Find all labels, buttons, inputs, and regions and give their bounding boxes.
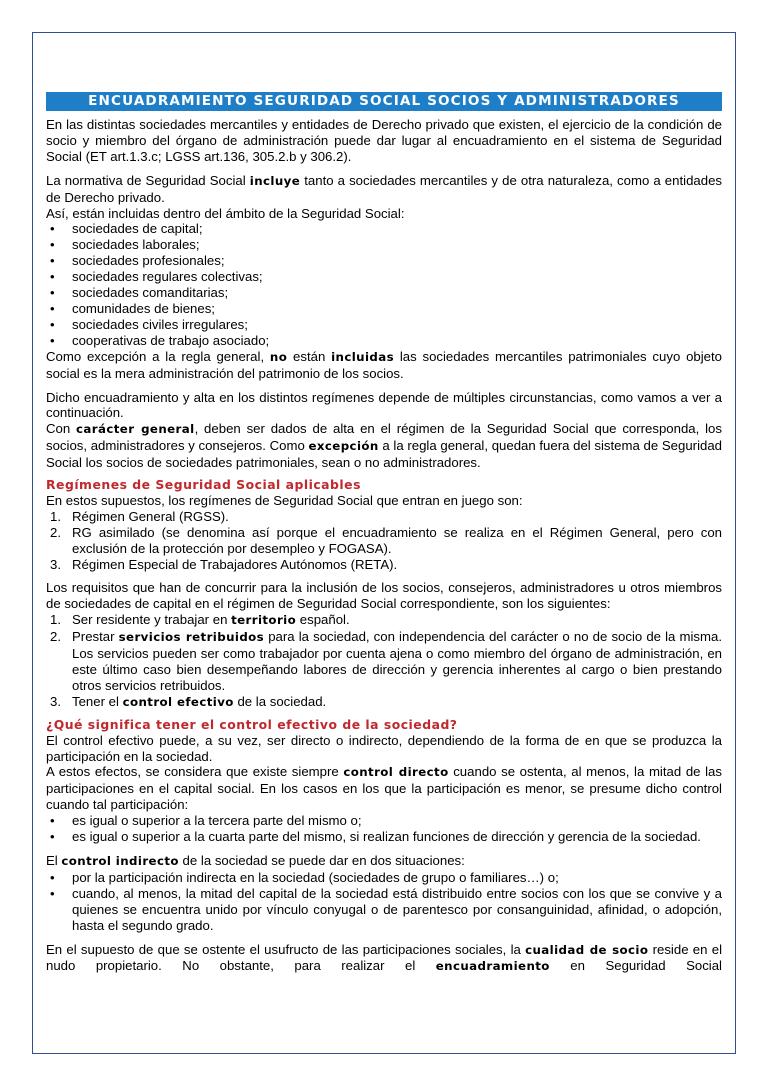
- list-item: • sociedades comanditarias;: [46, 285, 722, 301]
- scope-paragraph: La normativa de Seguridad Social incluye tanto a sociedades mercantiles y de otra naturaleza, como a entidades de Derecho privado.: [46, 172, 722, 205]
- control-heading: ¿Qué significa tener el control efectivo de la sociedad?: [46, 716, 458, 732]
- control-intro: El control efectivo puede, a su vez, ser directo o indirecto, dependiendo de la forma de en que se produzca la participación en la sociedad.: [46, 732, 722, 764]
- bold-text: incluye: [249, 173, 301, 188]
- list-item: 1. Régimen General (RGSS).: [50, 508, 229, 524]
- list-item: 3. Régimen Especial de Trabajadores Autónomos (RETA).: [50, 556, 398, 572]
- direct-control-paragraph: A estos efectos, se considera que existe siempre control directo cuando se ostenta, al menos, la mitad de las participaciones en el capital social. En los casos en los que la participación es menor, se presume dicho control cuando tal participación:: [46, 764, 722, 813]
- requirements-list: [46, 612, 722, 710]
- list-item: 3. Tener el control efectivo de la sociedad.: [50, 693, 327, 709]
- requirements-intro: Los requisitos que han de concurrir para la inclusión de los socios, consejeros, administradores u otros miembros de sociedades de capital en el régimen de Seguridad Social correspondiente, son los siguientes:: [46, 580, 722, 612]
- intro-paragraph: En las distintas sociedades mercantiles y entidades de Derecho privado que existen, el ejercicio de la condición de socio y miembro del órgano de administración puede dar lugar al encuadramiento en el sistema de Seguridad Social (ET art.1.3.c; LGSS art.136, 305.2.b y 306.2).: [46, 117, 722, 164]
- usufruct-paragraph: En el supuesto de que se ostente el usufructo de las participaciones sociales, la cualidad de socio reside en el nudo propietario. No obstante, para realizar el encuadramiento en Seguridad Social: [46, 941, 722, 974]
- list-item: • comunidades de bienes;: [46, 301, 722, 317]
- list-item: 2. RG asimilado (se denomina así porque el encuadramiento se realiza en el Régimen General, pero con exclusión de la protección por desempleo y FOGASA).: [50, 524, 722, 556]
- list-item: • cuando, al menos, la mitad del capital de la sociedad está distribuido entre socios con los que se convive y a quienes se encuentra unido por vínculo conyugal o de parentesco por consanguinidad, afinidad, o adopción, hasta el segundo grado.: [46, 886, 722, 934]
- document-body: [46, 92, 722, 975]
- list-item: • sociedades regulares colectivas;: [46, 269, 722, 285]
- list-item: • es igual o superior a la cuarta parte del mismo, si realizan funciones de dirección y gerencia de la sociedad.: [46, 829, 722, 845]
- regimes-heading: Regímenes de Seguridad Social aplicables: [46, 477, 361, 493]
- list-item: • por la participación indirecta en la sociedad (sociedades de grupo o familiares…) o;: [46, 870, 722, 886]
- list-item: • sociedades profesionales;: [46, 253, 722, 269]
- included-list: [46, 221, 722, 348]
- list-item: 1. Ser residente y trabajar en territorio español.: [50, 612, 350, 628]
- regimes-list: [46, 509, 722, 573]
- list-item: • cooperativas de trabajo asociado;: [46, 333, 722, 349]
- list-item: • es igual o superior a la tercera parte del mismo o;: [46, 813, 722, 829]
- list-item: • sociedades civiles irregulares;: [46, 317, 722, 333]
- page-title: ENCUADRAMIENTO SEGURIDAD SOCIAL SOCIOS Y ADMINISTRADORES: [46, 92, 722, 111]
- indirect-control-list: [46, 870, 722, 934]
- indirect-control-paragraph: El control indirecto de la sociedad se puede dar en dos situaciones:: [46, 852, 465, 868]
- list-item: • sociedades de capital;: [46, 221, 722, 237]
- regimes-intro: En estos supuestos, los regímenes de Seguridad Social que entran en juego son:: [46, 492, 523, 508]
- included-intro: Así, están incluidas dentro del ámbito de la Seguridad Social:: [46, 205, 405, 221]
- exception-paragraph: Como excepción a la regla general, no están incluidas las sociedades mercantiles patrimoniales cuyo objeto social es la mera administración del patrimonio de los socios.: [46, 348, 723, 381]
- list-item: • sociedades laborales;: [46, 237, 722, 253]
- circumstances-paragraph: Dicho encuadramiento y alta en los distintos regímenes depende de múltiples circunstancias, como vamos a ver a continuación.: [46, 389, 722, 421]
- list-item: 2. Prestar servicios retribuidos para la sociedad, con independencia del carácter o no de socio de la misma. Los servicios pueden ser como trabajador por cuenta ajena o como miembro del órgano de administración, en este último caso bien desempeñando labores de dirección y gerencia inherentes al cargo o bien prestando otros servicios retribuidos.: [50, 629, 722, 693]
- general-rule-paragraph: Con carácter general, deben ser dados de alta en el régimen de la Seguridad Social que corresponda, los socios, administradores y consejeros. Como excepción a la regla general, quedan fuera del sistema de Seguridad Social los socios de sociedades patrimoniales, sean o no administradores.: [46, 421, 722, 471]
- direct-control-list: [46, 813, 722, 845]
